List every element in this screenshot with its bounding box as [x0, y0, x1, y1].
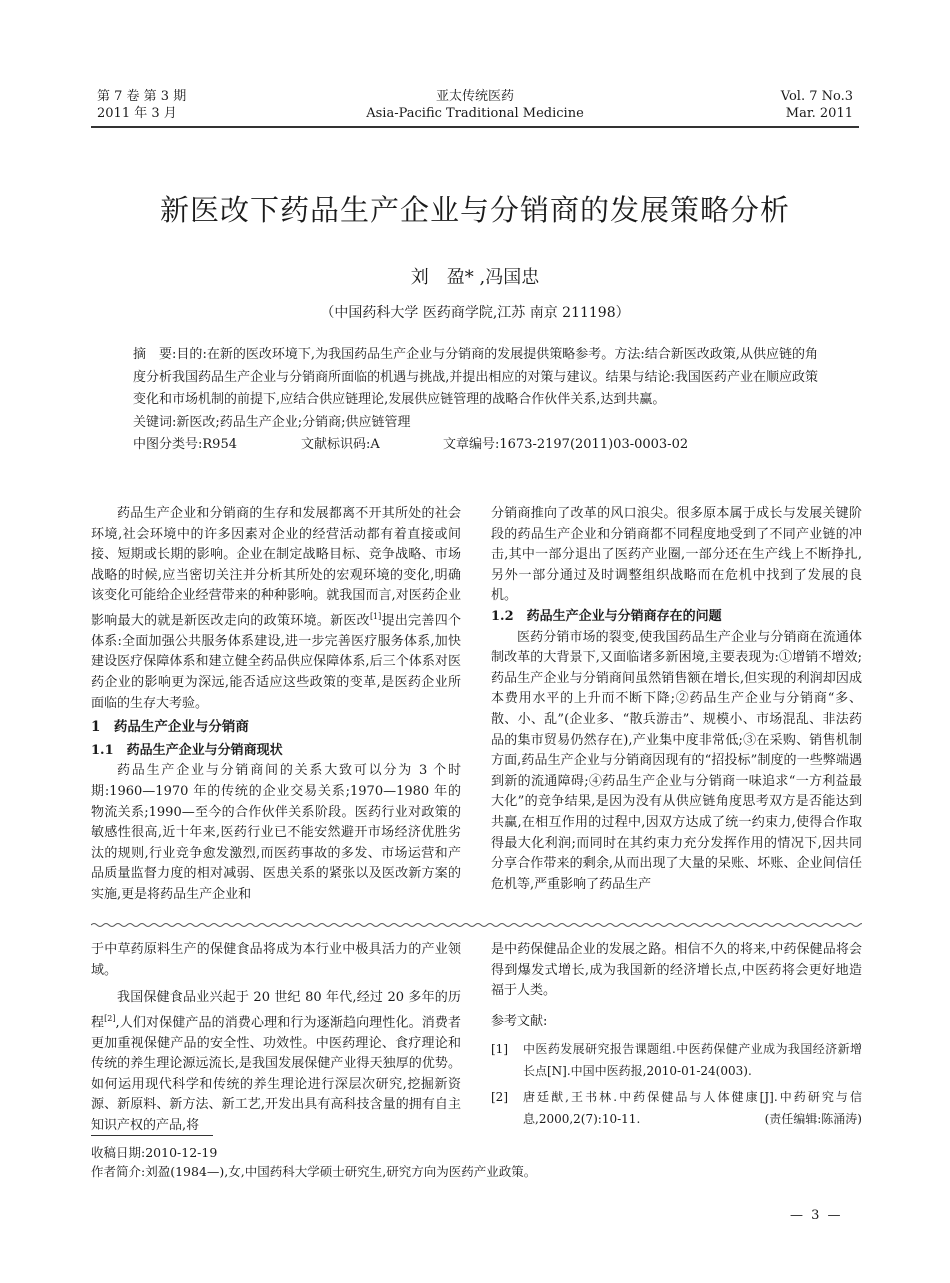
journal-name-cn: 亚太传统医药 [435, 89, 514, 104]
editor-note: (责任编辑:陈涌涛) [764, 1112, 862, 1127]
citation-ref: [2] [104, 1013, 116, 1023]
page-number: — 3 — [790, 1208, 843, 1223]
subsection-heading: 1.1 药品生产企业与分销商现状 [91, 742, 283, 758]
intro-paragraph: 药品生产企业和分销商的生存和发展都离不开其所处的社会环境,社会环境中的许多因素对企业的经营活动都有着直接或间接、短期或长期的影响。企业在制定战略目标、竞争战略、市场战略的时候,应当密切关注并分析其所处的宏观环境的变化,明确该变化可能给企业经营带来的种种影响。就我国而言,对医药企业影响最大的就是新医改走向的政策环境。新医改[1]提出完善四个体系:全面加强公共服务体系建设,进一步完善医疗服务体系,加快建设医疗保障体系和建立健全药品供应保障体系,后三个体系对医药企业的影响更为深远,能否适应这些政策的变革,是医药企业所面临的生存大考验。 [91, 506, 461, 711]
volume-issue: 第 7 卷 第 3 期 [97, 89, 187, 104]
affiliation: （中国药科大学 医药商学院,江苏 南京 211198） [320, 305, 630, 321]
classification-row [133, 434, 818, 457]
article-number: 文章编号:1673-2197(2011)03-0003-02 [443, 437, 689, 452]
body-paragraph: 我国保健食品业兴起于 20 世纪 80 年代,经过 20 多年的历程[2],人们对保健产品的消费心理和行为逐渐趋向理性化。消费者更加重视保健产品的安全性、功效性。中医药理论、食疗理论和传统的养生理论源远流长,是我国发展保健产业得天独厚的优势。如何运用现代科学和传统的养生理论进行深层次研究,挖掘新资源、新原料、新方法、新工艺,开发出具有高科技含量的拥有自主知识产权的产品,将 [91, 990, 461, 1134]
clc-number: 中图分类号:R954 [133, 437, 237, 452]
authors: 刘 盈* ,冯国忠 [410, 267, 540, 288]
body-column-left [91, 504, 461, 906]
keywords: 关键词:新医改;药品生产企业;分销商;供应链管理 [133, 414, 411, 430]
publication-date-en: Mar. 2011 [785, 106, 853, 121]
abstract-block [133, 344, 818, 457]
header-rule [91, 126, 859, 128]
body-paragraph: 于中草药原料生产的保健食品将成为本行业中极具活力的产业领域。 [91, 942, 461, 978]
reference-text: 中医药发展研究报告课题组.中医药保健产业成为我国经济新增长点[N].中国中医药报,2010-01-24(003). [523, 1042, 862, 1079]
body-paragraph: 药品生产企业与分销商间的关系大致可以分为 3 个时期:1960—1970 年的传统的企业交易关系;1970—1980 年的物流关系;1990—至今的合作伙伴关系阶段。医药行业对政策的敏感性很高,近十年来,医药行业已不能安然避开市场经济优胜劣汰的规则,行业竞争愈发激烈,而医药事故的多发、市场运营和产品质量监督力度的相对减弱、医患关系的紧张以及医改新方案的实施,更是将药品生产企业和 [91, 763, 461, 903]
abstract-text: 摘 要:目的:在新的医改环境下,为我国药品生产企业与分销商的发展提供策略参考。方法:结合新医改政策,从供应链的角度分析我国药品生产企业与分销商所面临的机遇与挑战,并提出相应的对策与建议。结果与结论:我国医药产业在顺应政策变化和市场机制的前提下,应结合供应链理论,发展供应链管理的战略合作伙伴关系,达到共赢。 [133, 347, 818, 407]
continued-column-left [91, 940, 461, 1137]
reference-number: [1] [491, 1042, 508, 1057]
references-heading: 参考文献: [491, 1013, 548, 1029]
journal-name-en: Asia-Pacific Traditional Medicine [366, 106, 584, 121]
reference-item [491, 1038, 862, 1082]
journal-volume-info-en [781, 88, 853, 122]
author-bio: 作者简介:刘盈(1984—),女,中国药科大学硕士研究生,研究方向为医药产业政策。 [91, 1164, 537, 1179]
reference-number: [2] [491, 1090, 508, 1105]
reference-text: 唐廷猷,王书林.中药保健品与人体健康[J].中药研究与信息,2000,2(7):10-11. [523, 1090, 862, 1127]
body-paragraph: 是中药保健品企业的发展之路。相信不久的将来,中药保健品将会得到爆发式增长,成为我国新的经济增长点,中医药将会更好地造福于人类。 [491, 942, 862, 999]
paper-title: 新医改下药品生产企业与分销商的发展策略分析 [159, 193, 790, 227]
volume-issue-en: Vol. 7 No.3 [780, 89, 853, 104]
subsection-heading: 1.2 药品生产企业与分销商存在的问题 [491, 608, 722, 624]
document-code: 文献标识码:A [301, 437, 380, 452]
wavy-separator [91, 922, 862, 928]
body-paragraph: 医药分销市场的裂变,使我国药品生产企业与分销商在流通体制改革的大背景下,又面临诸多新困境,主要表现为:①增销不增效;药品生产企业与分销商间虽然销售额在增长,但实现的利润却因成本费用水平的上升而不断下降;②药品生产企业与分销商“多、散、小、乱”(企业多、“散兵游击”、规模小、市场混乱、非法药品的集市贸易仍然存在),产业集中度非常低;③在采购、销售机制方面,药品生产企业与分销商因现有的“招投标”制度的一些弊端遇到新的流通障碍;④药品生产企业与分销商一味追求“一方利益最大化”的竞争结果,是因为没有从供应链角度思考双方是否能达到共赢,在相互作用的过程中,因双方达成了统一约束力,使得合作取得最大化利润;而同时在其约束力充分发挥作用的情况下,因共同分享合作带来的剩余,从而出现了大量的呆账、坏账、企业间信任危机等,严重影响了药品生产 [491, 629, 862, 892]
continued-column-right [491, 940, 862, 1130]
publication-date: 2011 年 3 月 [97, 106, 177, 121]
footnote [91, 1143, 536, 1181]
body-column-right [491, 504, 862, 895]
received-date: 收稿日期:2010-12-19 [91, 1145, 218, 1160]
section-heading: 1 药品生产企业与分销商 [91, 719, 249, 736]
citation-ref: [1] [369, 611, 382, 621]
body-paragraph: 分销商推向了改革的风口浪尖。很多原本属于成长与发展关键阶段的药品生产企业和分销商都不同程度地受到了不同产业链的冲击,其中一部分退出了医药产业圈,一部分还在生产线上不断挣扎,另外一部分通过及时调整组织战略而在危机中找到了发展的良机。 [491, 506, 862, 604]
footnote-rule [91, 1135, 213, 1136]
